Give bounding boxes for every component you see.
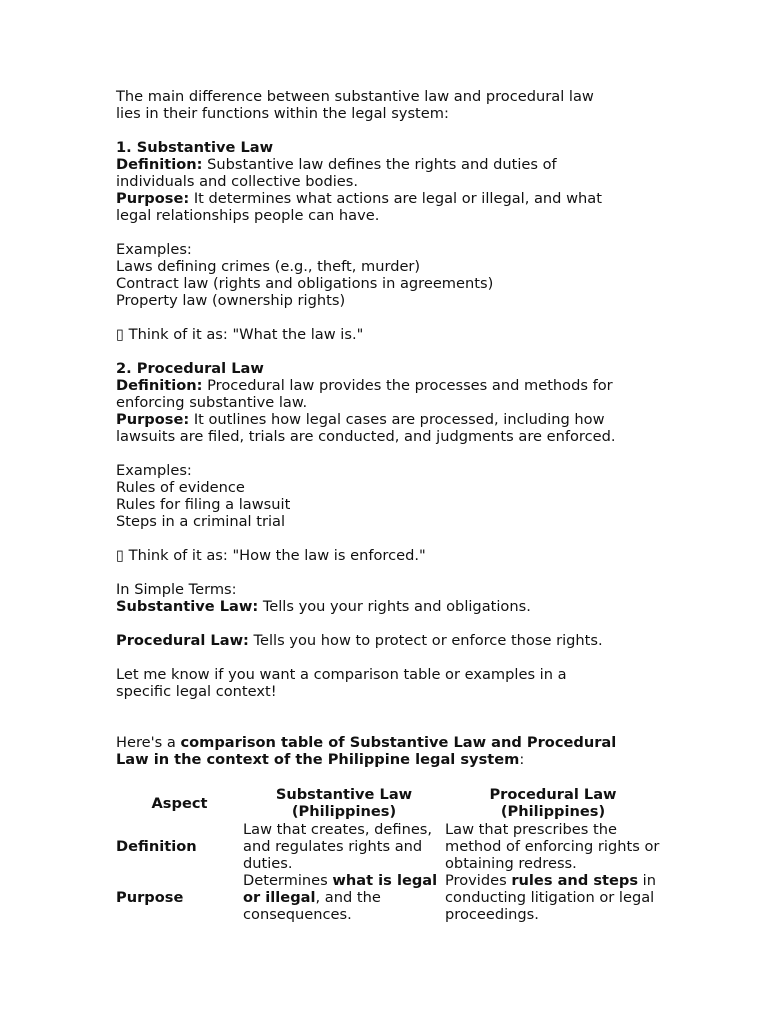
table-cell-substantive: Law that creates, defines, and regulates rights and duties. xyxy=(243,821,433,872)
simple-terms-section xyxy=(116,581,676,649)
table-intro xyxy=(116,734,676,768)
table-intro-line: Here's a comparison table of Substantive Law and Procedural xyxy=(116,734,617,751)
intro-line: The main difference between substantive law and procedural law xyxy=(116,88,594,105)
procedural-section xyxy=(116,360,676,564)
table-cell-procedural: Law that prescribes the method of enforcing rights or obtaining redress. xyxy=(445,821,660,872)
definition-line: enforcing substantive law. xyxy=(116,394,308,411)
think-line: ▯ Think of it as: "What the law is." xyxy=(116,326,364,343)
list-item: Rules of evidence xyxy=(116,479,245,496)
comparison-table xyxy=(116,785,661,923)
intro-paragraph xyxy=(116,88,676,122)
table-cell-aspect: Purpose xyxy=(116,889,184,906)
definition-line: Definition: Procedural law provides the processes and methods for xyxy=(116,377,613,394)
closing-line: Let me know if you want a comparison table or examples in a xyxy=(116,666,567,683)
table-header-row xyxy=(116,785,661,821)
list-item: Rules for filing a lawsuit xyxy=(116,496,291,513)
list-item: Property law (ownership rights) xyxy=(116,292,346,309)
document-page xyxy=(116,88,676,923)
examples-label: Examples: xyxy=(116,462,192,479)
closing-line: specific legal context! xyxy=(116,683,277,700)
table-row xyxy=(116,872,661,923)
table-row xyxy=(116,821,661,872)
table-cell-aspect: Definition xyxy=(116,838,197,855)
column-header-procedural: Procedural Law (Philippines) xyxy=(489,786,617,820)
purpose-line: Purpose: It outlines how legal cases are processed, including how xyxy=(116,411,605,428)
table-intro-line: Law in the context of the Philippine legal system: xyxy=(116,751,525,768)
definition-line: Definition: Substantive law defines the rights and duties of xyxy=(116,156,557,173)
purpose-line: legal relationships people can have. xyxy=(116,207,380,224)
intro-line: lies in their functions within the legal system: xyxy=(116,105,449,122)
purpose-label: Purpose: xyxy=(116,190,190,207)
definition-label: Definition: xyxy=(116,156,203,173)
think-line: ▯ Think of it as: "How the law is enforced." xyxy=(116,547,426,564)
closing-paragraph xyxy=(116,666,676,700)
table-cell-substantive: Determines what is legal or illegal, and the consequences. xyxy=(243,872,438,923)
simple-terms-substantive: Substantive Law: Tells you your rights and obligations. xyxy=(116,598,531,615)
purpose-line: lawsuits are filed, trials are conducted, and judgments are enforced. xyxy=(116,428,616,445)
missing-glyph-icon: ▯ xyxy=(116,547,125,564)
column-header-aspect: Aspect xyxy=(151,794,208,812)
list-item: Steps in a criminal trial xyxy=(116,513,286,530)
list-item: Laws defining crimes (e.g., theft, murder) xyxy=(116,258,421,275)
purpose-line: Purpose: It determines what actions are legal or illegal, and what xyxy=(116,190,602,207)
column-header-substantive: Substantive Law (Philippines) xyxy=(275,786,413,820)
substantive-section xyxy=(116,139,676,343)
simple-terms-procedural: Procedural Law: Tells you how to protect or enforce those rights. xyxy=(116,632,603,649)
list-item: Contract law (rights and obligations in agreements) xyxy=(116,275,494,292)
definition-line: individuals and collective bodies. xyxy=(116,173,358,190)
section-heading: 2. Procedural Law xyxy=(116,360,264,377)
simple-terms-label: In Simple Terms: xyxy=(116,581,237,598)
examples-label: Examples: xyxy=(116,241,192,258)
table-cell-procedural: Provides rules and steps in conducting litigation or legal proceedings. xyxy=(445,872,656,923)
definition-label: Definition: xyxy=(116,377,203,394)
purpose-label: Purpose: xyxy=(116,411,190,428)
section-heading: 1. Substantive Law xyxy=(116,139,274,156)
missing-glyph-icon: ▯ xyxy=(116,326,125,343)
